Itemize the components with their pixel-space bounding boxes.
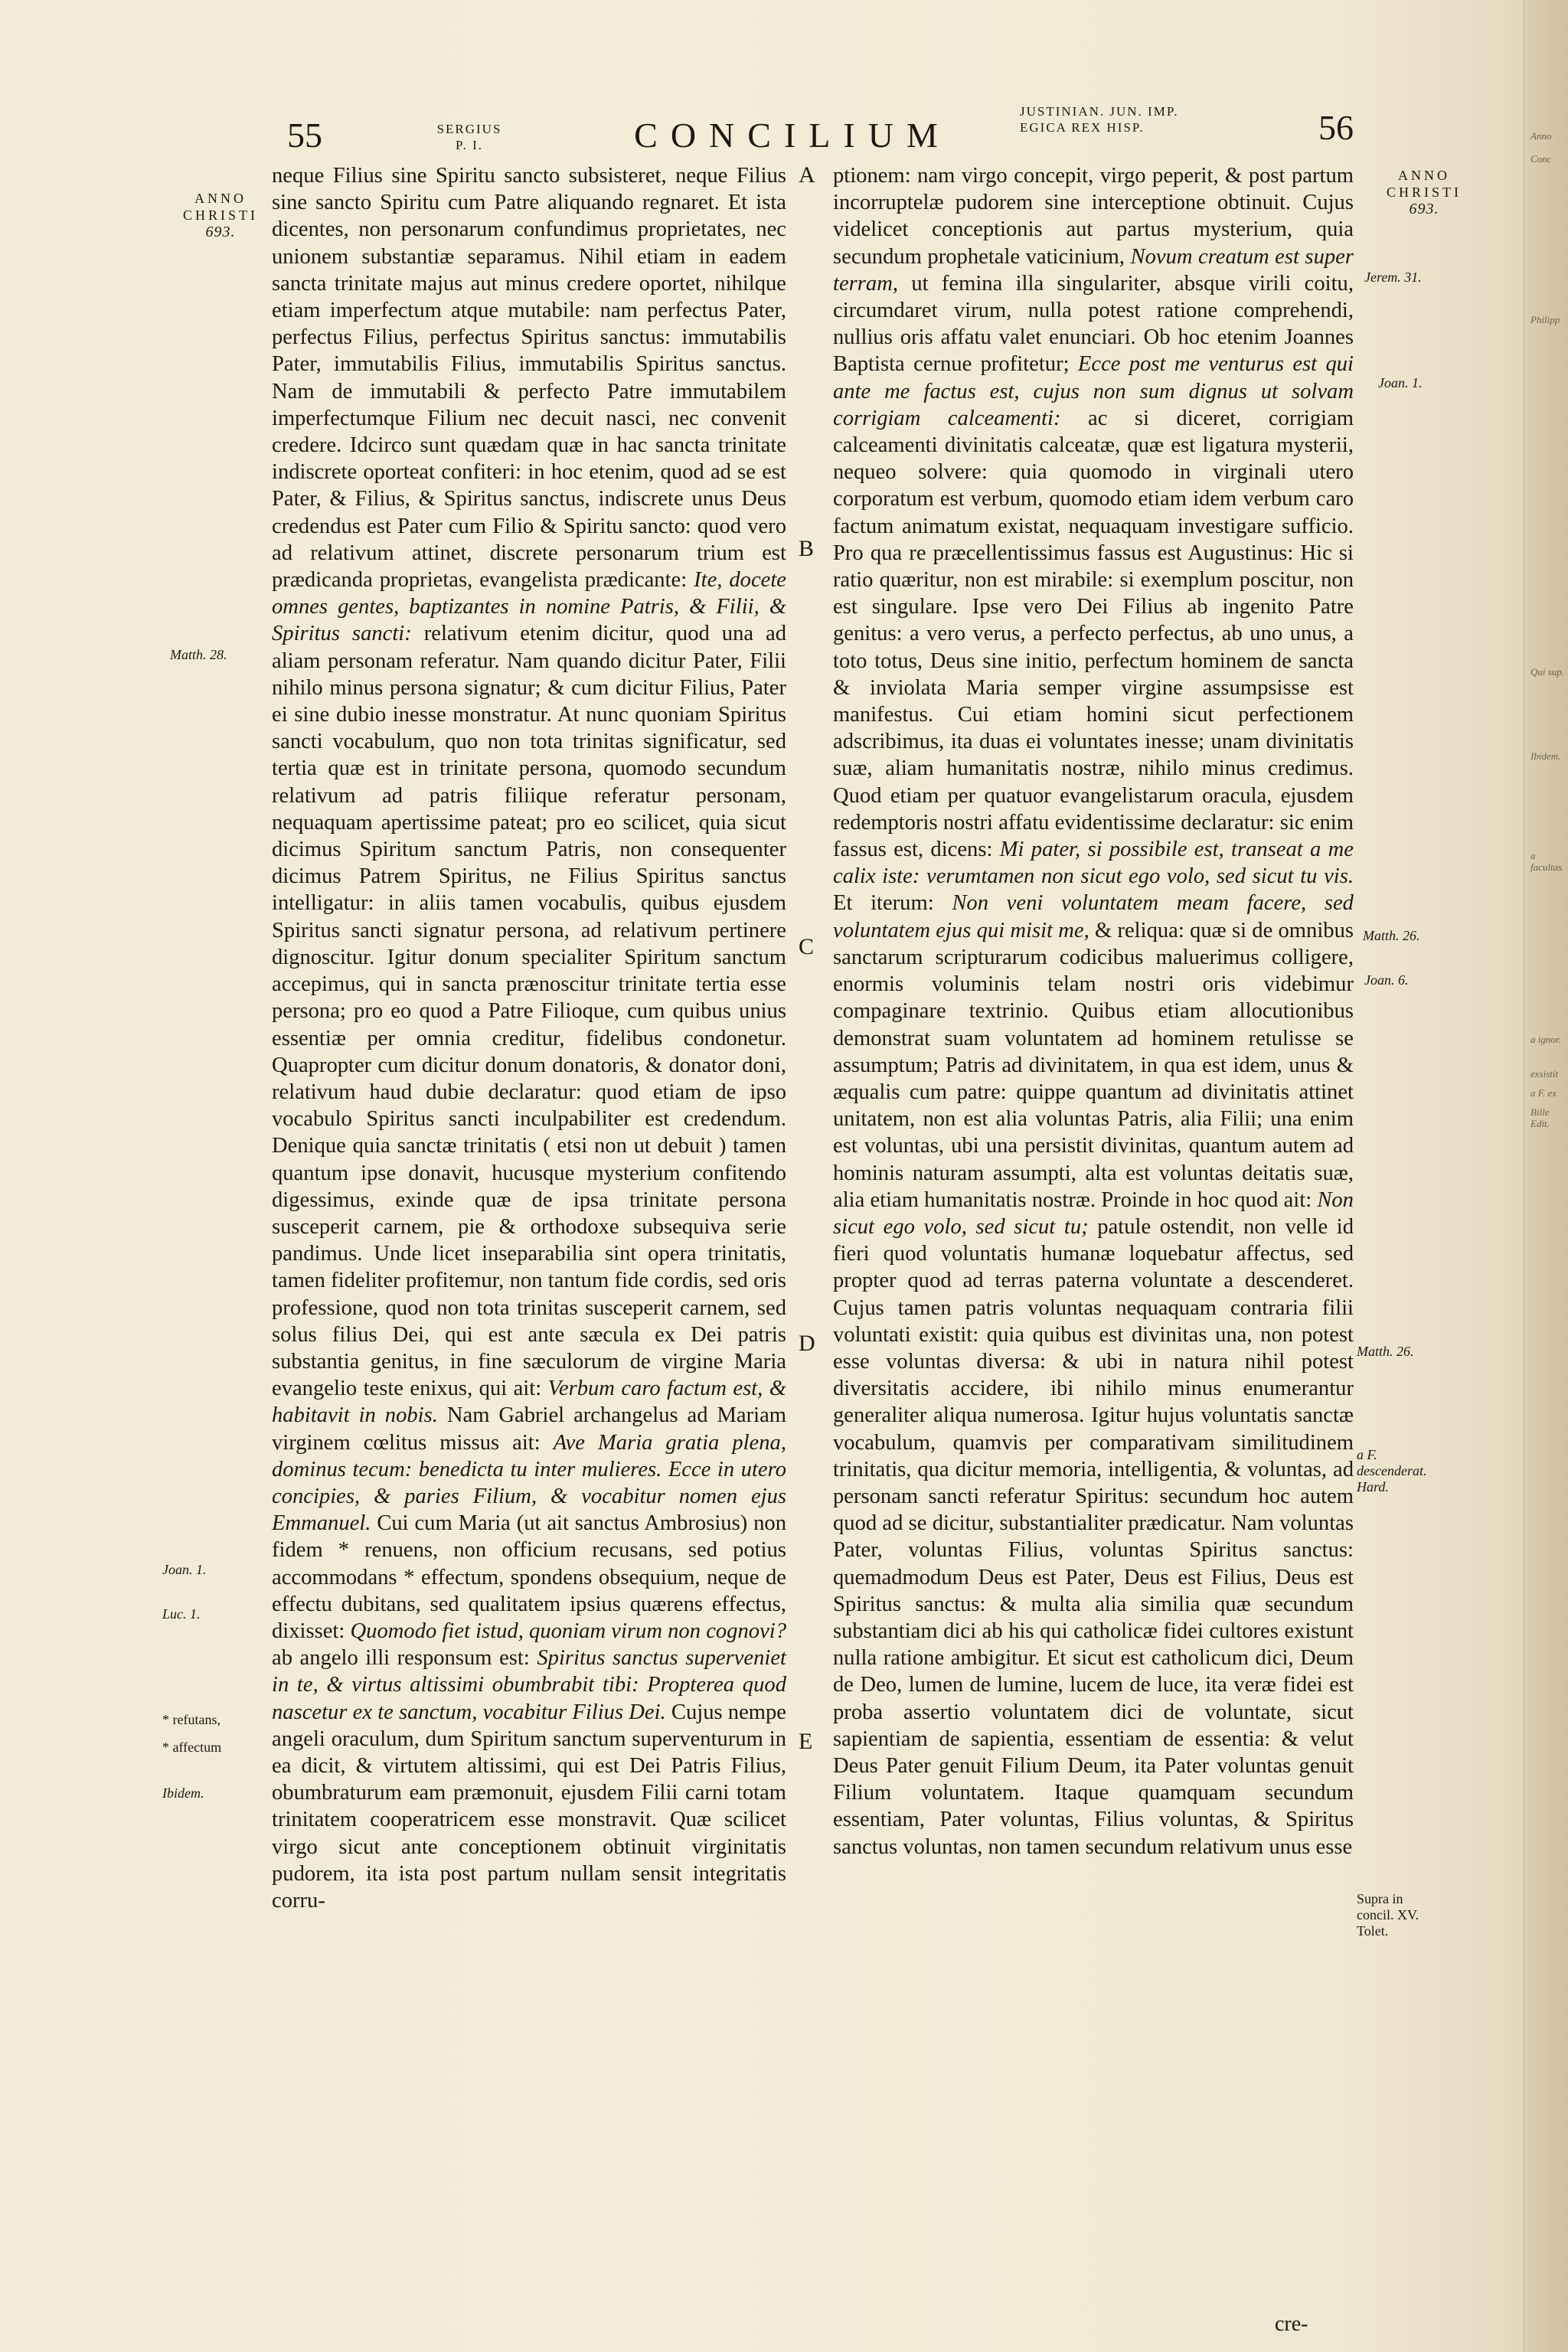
year-marker-label: CHRISTI bbox=[182, 207, 258, 223]
left-page-number: 55 bbox=[287, 116, 322, 155]
edge-fragment: Conc bbox=[1530, 153, 1552, 165]
margin-note: Matth. 28. bbox=[170, 647, 227, 662]
text-run: patule ostendit, non velle id fieri quod voluntatis humanæ loquebatur affectus, sed propter quod ad terras paterna voluntate a descenderet. Cujus tamen patris voluntas nequaquam contraria filii voluntati existit: quia quibus est divinitas una, non potest esse voluntas diversa: & ubi in natura nihil potest diversitatis accidere, ibi nihilo minus enumerantur generaliter aliqua numerosa. Igitur hujus voluntatis sanctæ vocabulum, quamvis per comparativam similitudinem trinitatis, qua dicitur memoria, intelligentia, & voluntas, ad personam sancti referatur Spiritus: secundum hoc autem quod ad se dicitur, substantialiter prædicatur. Nam voluntas Pater, voluntas Filius, voluntas Spiritus sanctus: quemadmodum Deus est Pater, Deus est Filius, Deus est Spiritus sanctus: & multa alia similia quæ secundum substantiam dici ab his qui catholicæ fidei cultores existunt nulla ratione ambigitur. Et sicut est catholicum dici, Deum de Deo, lumen de lumine, lucem de luce, ita veræ fidei est proba assertio voluntatem dici de voluntate, sicut sapientiam de sapientia, essentiam de essentia: & velut Deus Pater genuit Filium Deum, ita Pater voluntas genuit Filium voluntatem. Itaque quamquam secundum essentiam, Pater voluntas, Filius voluntas, & Spiritus sanctus voluntas, non tamen secundum relativum unus esse bbox=[833, 1214, 1354, 1859]
scripture-quote: Non veni voluntatem meam facere, sed voluntatem ejus qui misit me, bbox=[833, 891, 1354, 942]
left-text-column bbox=[272, 162, 786, 1914]
section-letter-a: A bbox=[799, 162, 815, 188]
edge-fragment: Qui sup. bbox=[1530, 666, 1565, 678]
scripture-quote: Non sicut ego volo, sed sicut tu; bbox=[833, 1187, 1354, 1239]
edge-fragment: Philipp bbox=[1530, 314, 1560, 325]
body-paragraph bbox=[272, 162, 786, 1914]
section-letter-e: E bbox=[799, 1729, 813, 1754]
right-page-number: 56 bbox=[1318, 108, 1354, 147]
margin-note: Joan. 6. bbox=[1364, 972, 1409, 988]
scripture-quote: Spiritus sanctus superveniet in te, & virtus altissimi obumbrabit tibi: Propterea quod nascetur ex te sanctum, vocabitur Filius Dei. bbox=[272, 1646, 786, 1724]
margin-note: a F. descenderat. Hard. bbox=[1357, 1447, 1427, 1494]
text-run: relativum etenim dicitur, quod una ad aliam personam referatur. Nam quando dicitur Pater, Filii nihilo minus persona signatur; & cum dicitur Filius, Pater ei sine dubio inesse monstratur. At nunc quoniam Spiritus sancti vocabulum, quo non tota trinitas significatur, sed tertia quæ est in trinitate persona, quomodo secundum relativum ad patris filiique referatur personam, nequaquam apertissime pateat; pro eo scilicet, quia sicut dicimus Spiritum sanctum Patris, non consequenter dicimus Patrem Spiritus, ne Filius Spiritus sanctus intelligatur: in aliis tamen vocabulis, quibus ejusdem Spiritus sancti signatur persona, ad relativum pertinere dignoscitur. Igitur donum specialiter Spiritum sanctum accepimus, qui in sancta prænoscitur trinitate tertia esse persona; pro eo quod a Patre Filioque, cum quibus unius essentiæ per omnia creditur, fidelibus condonetur. Quapropter cum dicitur donum donatoris, & donator doni, relativum haud dubie declaratur: quod etiam de ipso vocabulo Spiritus sancti inculpabiliter est credendum. Denique quia sanctæ trinitatis ( etsi non ut debuit ) tamen quantum ipse donavit, hucusque mysterium confitendo digessimus, exinde quæ de ipsa trinitate persona susceperit carnem, pie & orthodoxe subsequiva serie pandimus. Unde licet inseparabilia sint opera trinitatis, tamen fideliter profitemur, non tantum fide cordis, sed oris professione, quod non tota trinitas susceperit carnem, sed solus filius Dei, qui est ante sæcula ex Dei patris substantia genitus, in fine sæculorum de virgine Maria evangelio teste enixus, qui ait: bbox=[272, 622, 787, 1401]
right-text-column bbox=[833, 162, 1354, 1860]
running-head-line: JUSTINIAN. JUN. IMP. bbox=[1020, 104, 1179, 119]
margin-note: Joan. 1. bbox=[1378, 375, 1423, 390]
edge-fragment: a F. ex bbox=[1530, 1087, 1557, 1099]
text-run: Nam Gabriel archangelus ad Mariam virginem cœlitus missus ait: bbox=[272, 1403, 787, 1455]
text-run: Et iterum: bbox=[833, 891, 934, 916]
left-running-head bbox=[420, 121, 519, 153]
year-marker-year: 693. bbox=[205, 224, 236, 240]
text-run: ut femina illa singulariter, absque virili coitu, circumdaret virum, nulla potest ratione comprehendi, nullius oris affatu valet enunciari. Ob hoc etenim Joannes Baptista cernue profitetur; bbox=[833, 271, 1354, 377]
year-marker-year: 693. bbox=[1409, 201, 1439, 217]
scripture-quote: Quomodo fiet istud, quoniam virum non cognovi? bbox=[350, 1619, 786, 1643]
margin-note: Luc. 1. bbox=[162, 1606, 201, 1622]
text-run: & reliqua: quæ si de omnibus sanctarum scripturarum codicibus maluerimus colligere, enormis voluminis telam nostri oris videbimur compaginare textrinio. Quibus etiam allocutionibus demonstrat suam voluntatem ad hominem retulisse se assumptum; Patris ad divinitatem, in qua est idem, unus & æqualis cum patre: quippe quantum ad divinitatis attinet unitatem, non est alia voluntas Patris, alia Filii; una enim est voluntas, ubi una persistit divinitas, quantum autem ad hominis naturam assumpti, alta est voluntas deitatis suæ, alia etiam humanitatis nostræ. Proinde in hoc quod ait: bbox=[833, 918, 1354, 1212]
section-letter-b: B bbox=[799, 536, 815, 561]
scripture-quote: Ite, docete omnes gentes, baptizantes in nomine Patris, & Filii, & Spiritus sancti: bbox=[272, 568, 786, 646]
section-letter-d: D bbox=[799, 1331, 815, 1356]
text-run: Cui cum Maria (ut ait sanctus Ambrosius) non fidem * renuens, non officium recusans, sed potius accommodans * effectum, spondens obsequium, neque de effectu dubitans, sed qualitatem ipsius quærens effectus, dixisset: bbox=[272, 1511, 786, 1643]
scripture-quote: Verbum caro factum est, & habitavit in nobis. bbox=[272, 1377, 786, 1428]
edge-fragment: Anno bbox=[1530, 130, 1552, 142]
year-marker-right bbox=[1378, 167, 1470, 217]
margin-note: * refutans, bbox=[162, 1712, 220, 1727]
margin-note: Matth. 26. bbox=[1363, 928, 1420, 943]
edge-fragment: a ignor. bbox=[1530, 1034, 1561, 1045]
scripture-quote: Mi pater, si possibile est, transeat a me calix iste: verumtamen non sicut ego volo, sed sicut tu vis. bbox=[833, 838, 1354, 889]
scripture-quote: Ave Maria gratia plena, dominus tecum: benedicta tu inter mulieres. Ecce in utero concipies, & paries Filium, & vocabitur nomen ejus Emmanuel. bbox=[272, 1430, 786, 1536]
edge-fragment: Ibidem. bbox=[1530, 750, 1561, 762]
page-title: CONCILIUM bbox=[634, 116, 951, 155]
edge-fragment: Bille Edit. bbox=[1530, 1106, 1550, 1129]
text-run: ac si diceret, corrigiam calceamenti divinitatis calceatæ, quæ est ligatura mysterii, nequeo solvere: quia quomodo in virginali utero corporatum est verbum, quomodo etiam idem verbum caro factum animatum existat, nequaquam investigare sufficio. Pro qua re præcellentissimus fassus est Augustinus: Hic si ratio quæritur, non est mirabile: si exemplum poscitur, non est singulare. Ipse vero Dei Filius ab ingenito Patre genitus: a vero verus, a perfecto perfectus, ab uno unus, a toto totus, Deus sine initio, perfectum hominem de sancta & inviolata Maria semper virgine assumpsisse est manifestus. Cui etiam homini sicut perfectionem adscribimus, ita duas ei voluntates inesse; unam divinitatis suæ, aliam humanitatis nostræ, nihilo minus credimus. Quod etiam per quatuor evangelistarum oracula, ejusdem redemptoris nostri affatu evidentissime declaratur: sic enim fassus est, dicens: bbox=[833, 406, 1354, 862]
margin-note: Matth. 26. bbox=[1357, 1344, 1414, 1359]
section-letter-c: C bbox=[799, 934, 815, 959]
margin-note: Joan. 1. bbox=[162, 1562, 207, 1577]
running-head-line: EGICA REX HISP. bbox=[1020, 120, 1145, 135]
running-head-line: P. I. bbox=[456, 138, 483, 152]
right-running-head bbox=[1020, 103, 1257, 136]
scripture-quote: Novum creatum est super terram, bbox=[833, 244, 1354, 296]
text-run: ab angelo illi responsum est: bbox=[272, 1646, 530, 1671]
text-run: ptionem: nam virgo concepit, virgo peperit, & post partum incorruptelæ pudorem sine interceptione obtinuit. Cujus videlicet conceptionis aut partus mysterium, quia secundum prophetale vaticinium, bbox=[833, 164, 1354, 269]
year-marker-label: CHRISTI bbox=[1386, 185, 1462, 200]
text-run: neque Filius sine Spiritu sancto subsisteret, neque Filius sine sancto Spiritu cum Patre aliquando regnaret. Et ista dicentes, non personarum confundimus proprietates, nec unionem substantiæ separamus. Nihil etiam in eadem sancta trinitate majus aut minus credere oportet, nihilque etiam imperfectum atque mutabile: nam perfectus Pater, perfectus Filius, perfectus Spiritus sanctus: immutabilis Pater, immutabilis Filius, immutabilis Spiritus sanctus. Nam de immutabili & perfecto Patre immutabilem imperfectumque Filium nec decuit nasci, nec convenit credere. Idcirco sunt quædam quæ in hac sancta trinitate indiscrete oporteat confiteri: in hoc etenim, quod ad se est Pater, & Filius, & Spiritus sanctus, indiscrete unus Deus credendus est Pater cum Filio & Spiritu sancto: quod vero ad relativum attinet, discrete personarum trium est prædicanda proprietas, evangelista prædicante: bbox=[272, 164, 786, 593]
margin-note: Ibidem. bbox=[162, 1785, 204, 1801]
edge-fragment: a facultas bbox=[1530, 850, 1563, 873]
margin-note: Supra in concil. XV. Tolet. bbox=[1357, 1891, 1419, 1939]
margin-note: Jerem. 31. bbox=[1364, 270, 1422, 285]
next-page-edge bbox=[1524, 0, 1568, 2352]
catchword: cre- bbox=[1275, 2312, 1308, 2336]
margin-note: * affectum bbox=[162, 1740, 222, 1755]
year-marker-label: ANNO bbox=[194, 191, 247, 206]
text-run: Cujus nempe angeli oraculum, dum Spiritum sanctum superventurum in ea dicit, & virtutem altissimi, qui est Dei Patris Filius, obumbraturum eam præmonuit, ejusdem Filii carni totam trinitatem cooperatricem esse monstravit. Quæ scilicet virgo sicut ante conceptionem obtinuit virginitatis pudorem, ita ista post partum nullam sensit integritatis corru- bbox=[272, 1700, 786, 1913]
edge-fragment: exsistit bbox=[1530, 1068, 1559, 1080]
year-marker-label: ANNO bbox=[1398, 168, 1450, 183]
body-paragraph bbox=[833, 162, 1354, 1860]
scripture-quote: Ecce post me venturus est qui ante me factus est, cujus non sum dignus ut solvam corrigiam calceamenti: bbox=[833, 352, 1354, 430]
year-marker-left bbox=[175, 190, 266, 240]
running-head-line: SERGIUS bbox=[436, 122, 502, 136]
